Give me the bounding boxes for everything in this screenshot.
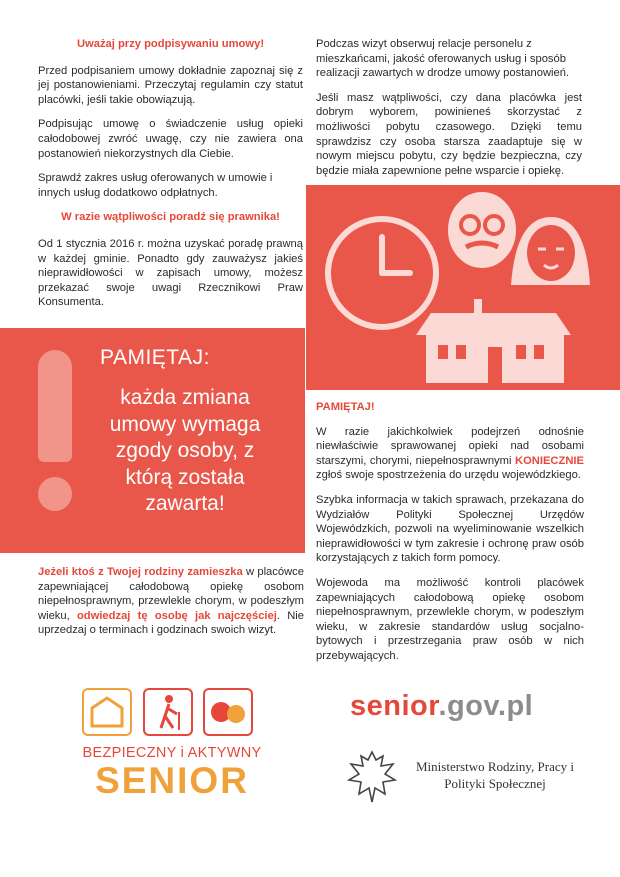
bezpieczny-aktywny-senior-logo: [82, 688, 277, 808]
paragraph: Podpisując umowę o świadczenie usług opieki całodobowej zwróć uwagę, czy nie zawiera ona postanowień niekorzystnych dla Ciebie.: [38, 118, 303, 160]
paragraph: W razie jakichkolwiek podejrzeń odnośnie niewłaściwie sprawowanej opieki nad osobami starszymi, chorymi, niepełnosprawnymi KONIECZNIE zgłoś swoje spostrzeżenia do urzędu wojewódzkiego.: [316, 425, 584, 482]
brand-line-2: SENIOR: [95, 760, 249, 801]
ministry-name: Ministerstwo Rodziny, Pracy i Polityki Społecznej: [415, 759, 575, 791]
emphasis: KONIECZNIE: [515, 454, 584, 467]
lawyer-advice-heading: W razie wątpliwości poradź się prawnika!: [61, 211, 280, 224]
elderly-man-icon: [450, 194, 514, 266]
paragraph: Jeśli masz wątpliwości, czy dana placówka jest dobrym wyborem, powinieneś skorzystać z możliwości pobytu czasowego. Dzięki temu sprawdzisz czy osoba starsza zaadaptuje się w nowym miejscu pobytu, czy będzie bezpieczna, czy będzie miała zapewnione pełne wsparcie i opiekę.: [316, 91, 582, 177]
remember-heading: PAMIĘTAJ!: [316, 401, 375, 413]
emphasis: odwiedzaj tę osobę jak najczęściej: [76, 609, 277, 622]
house-tile-icon: [82, 688, 132, 736]
paragraph: Przed podpisaniem umowy dokładnie zapoznaj się z jej postanowieniami. Przeczytaj regulamin czy statut placówki, jeśli takie obowiązują.: [38, 64, 303, 106]
seniors-tile-icon: [203, 688, 253, 736]
paragraph: Sprawdź zakres usług oferowanych w umowie i innych usług dodatkowo odpłatnych.: [38, 172, 273, 199]
paragraph: Wojewoda ma możliwość kontroli placówek zapewniających całodobową opiekę osobom niepełnosprawnym, przewlekle chorym, w podeszłym wieku, w zakresie standardów usług socjalno-bytowych i przestrzegania praw osób w nich przebywających.: [316, 576, 584, 662]
contract-warning-heading: Uważaj przy podpisywaniu umowy!: [76, 38, 265, 50]
paragraph: Jeżeli ktoś z Twojej rodziny zamieszka w placówce zapewniającej całodobową opiekę osobom niepełnosprawnym, przewlekle chorym, w podeszłym wieku, odwiedzaj tę osobę jak najczęściej. Nie uprzedzaj o terminach i godzinach swoich wizyt.: [38, 566, 305, 637]
right-top-column: [316, 37, 582, 188]
elderly-woman-icon: [511, 217, 590, 285]
illustration-panel: [306, 185, 620, 390]
brand-line-1: BEZPIECZNY i AKTYWNY: [82, 745, 262, 761]
walking-person-tile-icon: [143, 688, 193, 736]
clock-people-house-illustration: [306, 185, 620, 390]
website-logo: senior.gov.pl: [350, 690, 534, 722]
left-top-column: [38, 37, 303, 320]
paragraph: Podczas wizyt obserwuj relacje personelu z mieszkańcami, jakość oferowanych usług i sposób realizacji zawartych w drodze umowy postanowień.: [316, 38, 570, 80]
emphasis: Jeżeli ktoś z Twojej rodziny zamieszka: [38, 566, 243, 578]
exclamation-icon: [38, 350, 72, 462]
house-icon: [416, 299, 571, 383]
banner-label: PAMIĘTAJ:: [100, 346, 210, 369]
exclamation-dot: [38, 477, 72, 511]
ministry-logo: [345, 748, 585, 808]
left-bottom-column: [38, 565, 304, 648]
right-bottom-column: [316, 400, 584, 674]
paragraph: Szybka informacja w takich sprawach, przekazana do Wydziałów Polityki Społecznej Urzędów Wojewódzkich, pozwoli na wyeliminowanie wszelkich nieprawidłowości w tym zakresie i ochronę praw osób korzystających z takich form pomocy.: [316, 493, 584, 565]
banner-message: każda zmiana umowy wymaga zgody osoby, z którą została zawarta!: [109, 386, 261, 515]
paragraph: Od 1 stycznia 2016 r. można uzyskać poradę prawną w każdej gminie. Ponadto gdy zauważysz jakieś nieprawidłowości w zapisach umowy, możesz przekazać swoje uwagi Rzecznikowi Praw Konsumenta.: [38, 237, 303, 309]
eagle-emblem-icon: [345, 748, 400, 808]
